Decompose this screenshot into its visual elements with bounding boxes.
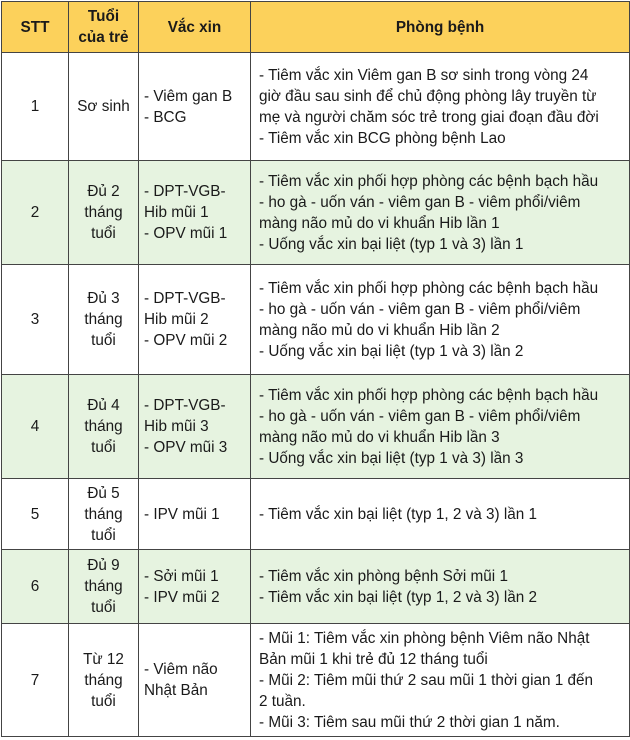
table-row (2, 624, 630, 737)
prevention-line: - Mũi 3: Tiêm sau mũi thứ 2 thời gian 1 năm. (259, 713, 560, 731)
vaccine-line: - IPV mũi 2 (144, 588, 220, 606)
cell-age (69, 624, 139, 737)
cell-age (69, 479, 139, 550)
prevention-line: màng não mủ do vi khuẩn Hib lần 2 (259, 321, 500, 339)
prevention-line: - Tiêm vắc xin phối hợp phòng các bệnh bạch hầu (259, 172, 599, 190)
cell-prevention (251, 479, 630, 550)
cell-stt: 6 (2, 550, 69, 624)
prevention-line: - Mũi 2: Tiêm mũi thứ 2 sau mũi 1 thời gian 1 đến (259, 671, 594, 689)
age-line: tuổi (91, 692, 116, 710)
prevention-line: - ho gà - uốn ván - viêm gan B - viêm phổi/viêm (259, 407, 581, 425)
cell-vaccine (139, 624, 251, 737)
prevention-line: - Tiêm vắc xin bại liệt (typ 1, 2 và 3) lần 2 (259, 588, 538, 606)
prevention-line: 2 tuần. (259, 692, 306, 710)
prevention-line: màng não mủ do vi khuẩn Hib lần 1 (259, 214, 500, 232)
cell-age (69, 550, 139, 624)
table-body (2, 53, 630, 737)
table-row (2, 53, 630, 161)
prevention-line: - Tiêm vắc xin phối hợp phòng các bệnh bạch hầu (259, 386, 599, 404)
vaccine-line: - DPT-VGB- (144, 183, 226, 200)
prevention-line: - Tiêm vắc xin bại liệt (typ 1, 2 và 3) lần 1 (259, 505, 538, 523)
prevention-line: - Uống vắc xin bại liệt (typ 1 và 3) lần 1 (259, 235, 524, 253)
table-row (2, 375, 630, 479)
header-age-line: của trẻ (78, 29, 129, 46)
age-line: Đủ 2 (87, 183, 120, 200)
prevention-line: - ho gà - uốn ván - viêm gan B - viêm phổi/viêm (259, 300, 581, 318)
cell-prevention (251, 375, 630, 479)
vaccine-line: - OPV mũi 3 (144, 439, 228, 456)
vaccine-line: - OPV mũi 1 (144, 225, 228, 242)
prevention-line: mẹ và người chăm sóc trẻ trong giai đoạn đầu đời (259, 108, 599, 126)
vaccine-line: Hib mũi 1 (144, 204, 209, 221)
age-line: Sơ sinh (77, 98, 130, 115)
vaccine-line: Hib mũi 3 (144, 418, 209, 435)
age-line: tuổi (91, 439, 116, 456)
header-stt: STT (2, 2, 69, 53)
table-header-row (2, 2, 630, 53)
age-line: Đủ 3 (87, 290, 120, 307)
cell-vaccine (139, 479, 251, 550)
cell-stt: 4 (2, 375, 69, 479)
prevention-line: - Uống vắc xin bại liệt (typ 1 và 3) lần 3 (259, 449, 524, 467)
cell-vaccine (139, 550, 251, 624)
age-line: tháng (84, 671, 123, 689)
prevention-line: - Tiêm vắc xin Viêm gan B sơ sinh trong vòng 24 (259, 66, 589, 84)
header-prevention: Phòng bệnh (251, 2, 630, 53)
cell-age (69, 375, 139, 479)
prevention-line: giờ đầu sau sinh để chủ động phòng lây truyền từ (259, 87, 597, 105)
age-line: tuổi (91, 332, 116, 349)
vaccine-line: - OPV mũi 2 (144, 332, 228, 349)
vaccine-line: - Sởi mũi 1 (144, 567, 219, 585)
cell-prevention (251, 161, 630, 265)
vaccine-line: - DPT-VGB- (144, 290, 226, 307)
vaccine-line: - IPV mũi 1 (144, 505, 220, 523)
vaccine-line: - Viêm não (144, 661, 218, 678)
cell-vaccine (139, 265, 251, 375)
cell-prevention (251, 53, 630, 161)
cell-prevention (251, 550, 630, 624)
cell-age (69, 265, 139, 375)
vaccination-schedule-table (1, 1, 630, 737)
vaccine-line: - DPT-VGB- (144, 397, 226, 414)
header-age-line: Tuổi (87, 8, 120, 25)
vaccine-line: - Viêm gan B (144, 87, 233, 105)
header-vaccine: Vắc xin (139, 2, 251, 53)
age-line: Từ 12 (83, 650, 124, 668)
age-line: tháng (84, 311, 123, 328)
prevention-line: - Tiêm vắc xin phòng bệnh Sởi mũi 1 (259, 567, 508, 585)
age-line: Đủ 5 (87, 484, 120, 502)
cell-vaccine (139, 53, 251, 161)
prevention-line: Bản mũi 1 khi trẻ đủ 12 tháng tuổi (259, 650, 488, 668)
age-line: tháng (84, 418, 123, 435)
prevention-line: - Mũi 1: Tiêm vắc xin phòng bệnh Viêm não Nhật (259, 629, 590, 647)
cell-stt: 7 (2, 624, 69, 737)
age-line: tuổi (91, 526, 116, 544)
age-line: tuổi (91, 599, 116, 616)
cell-vaccine (139, 161, 251, 265)
table-row (2, 550, 630, 624)
cell-age (69, 53, 139, 161)
age-line: Đủ 4 (87, 397, 120, 414)
cell-age (69, 161, 139, 265)
age-line: tháng (84, 578, 123, 595)
age-line: Đủ 9 (87, 557, 120, 574)
prevention-line: - Uống vắc xin bại liệt (typ 1 và 3) lần 2 (259, 342, 524, 360)
prevention-line: màng não mủ do vi khuẩn Hib lần 3 (259, 428, 500, 446)
vaccine-line: Nhật Bản (144, 682, 208, 699)
cell-stt: 5 (2, 479, 69, 550)
cell-stt: 2 (2, 161, 69, 265)
cell-prevention (251, 624, 630, 737)
cell-prevention (251, 265, 630, 375)
prevention-line: - Tiêm vắc xin phối hợp phòng các bệnh bạch hầu (259, 279, 599, 297)
prevention-line: - Tiêm vắc xin BCG phòng bệnh Lao (259, 129, 506, 147)
age-line: tháng (84, 204, 123, 221)
cell-stt: 1 (2, 53, 69, 161)
cell-vaccine (139, 375, 251, 479)
prevention-line: - ho gà - uốn ván - viêm gan B - viêm phổi/viêm (259, 193, 581, 211)
vaccine-line: - BCG (144, 108, 187, 126)
table-row (2, 265, 630, 375)
table-row (2, 161, 630, 265)
cell-stt: 3 (2, 265, 69, 375)
age-line: tháng (84, 505, 123, 523)
table-row (2, 479, 630, 550)
age-line: tuổi (91, 225, 116, 242)
vaccine-line: Hib mũi 2 (144, 311, 209, 328)
header-age (69, 2, 139, 53)
